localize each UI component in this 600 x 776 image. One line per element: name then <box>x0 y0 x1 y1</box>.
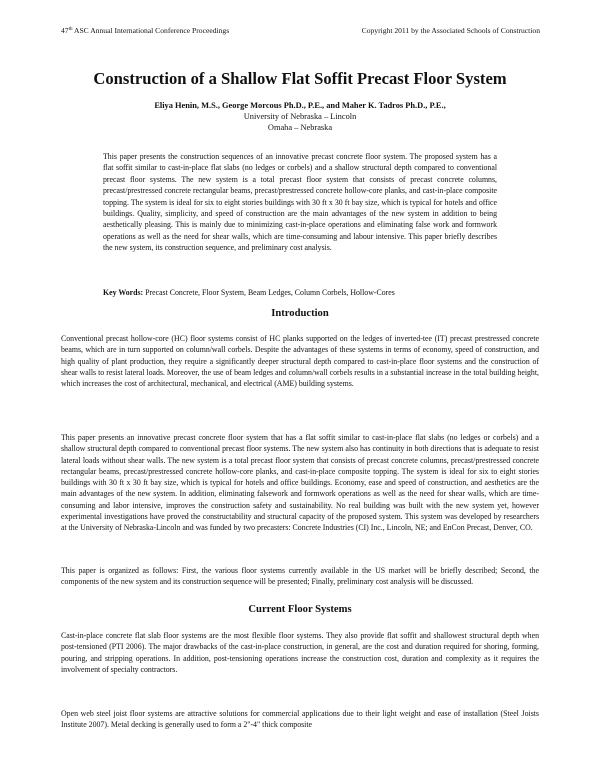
abstract: This paper presents the construction sequences of an innovative precast concrete floor system. The proposed system has a flat soffit similar to cast-in-place flat slabs (no ledges or corbels) and a shallow structural depth compared to conventional precast floor systems. The new system is a total precast floor system that consists of precast concrete columns, precast/prestressed concrete rectangular beams, precast/prestressed concrete hollow-core planks, and cast-in-place composite topping. The system is ideal for six to eight stories buildings with 30 ft x 30 ft bay size, which is typical for hotels and office buildings. Quality, simplicity, and speed of construction are the main advantages of the new system in addition to being aesthetically pleasing. This is mainly due to minimizing cast-in-place operations and eliminating false work and formwork operations as well as the need for shear walls, which are time-consuming and labour intensive. This paper briefly describes the new system, its construction sequence, and preliminary cost analysis. <box>103 152 497 253</box>
author-names: Eliya Henin, M.S., George Morcous Ph.D., P.E., and Maher K. Tadros Ph.D., P.E., <box>154 101 446 110</box>
paper-title: Construction of a Shallow Flat Soffit Precast Floor System <box>93 69 507 88</box>
header-ordinal-suffix: th <box>68 27 73 32</box>
header-conference: ASC Annual International Conference Proceedings <box>72 26 230 35</box>
author-location: Omaha – Nebraska <box>267 123 333 132</box>
current-systems-paragraph-2: Open web steel joist floor systems are attractive solutions for commercial applications due to their light weight and ease of installation (Steel Joists Institute 2007). Metal decking is generally used to form a 2"-4" thick composite <box>61 709 539 730</box>
author-block <box>40 100 560 133</box>
author-affiliation: University of Nebraska – Lincoln <box>243 112 357 121</box>
keywords-label: Key Words: <box>103 288 144 297</box>
current-systems-paragraph-1: Cast-in-place concrete flat slab floor systems are the most flexible floor systems. They also provide flat soffit and shallowest structural depth when post-tensioned (PTI 2006). The major drawbacks of the cast-in-place construction, in general, are the cost and duration required for shoring, forming, pouring, and stripping operations. In addition, post-tensioning operations increase the construction cost, duration and complexity as it requires the involvement of specialty contractors. <box>61 631 539 674</box>
header-ordinal: 47 <box>61 26 69 35</box>
introduction-paragraph-1: Conventional precast hollow-core (HC) floor systems consist of HC planks supported on the ledges of inverted-tee (IT) precast prestressed concrete beams, which are in turn supported on column/wall corbels. Despite the advantages of these systems in terms of economy, speed of construction, and high quality of plant production, they require a significantly deeper structural depth compared to cast-in-place floor systems and the construction of shear walls to resist lateral loads. Moreover, the use of beam ledges and column/wall corbels results in a substantial increase in the total building height, which increases the cost of architectural, mechanical, and electrical (AME) building systems. <box>61 334 539 389</box>
section-heading-introduction: Introduction <box>271 308 329 319</box>
keywords <box>103 287 503 298</box>
running-header-left <box>61 26 229 36</box>
keywords-list: Precast Concrete, Floor System, Beam Ledges, Column Corbels, Hollow-Cores <box>143 288 395 297</box>
section-heading-current-floor-systems: Current Floor Systems <box>248 604 352 615</box>
introduction-paragraph-2: This paper presents an innovative precast concrete floor system that has a flat soffit similar to cast-in-place flat slabs (no ledges or corbels) and a shallow structural depth compared to conventional precast floor systems. The new system also has continuity in both directions that is adequate to resist lateral loads without shear walls. The new system is a total precast floor system that consists of precast concrete columns, precast/prestressed concrete rectangular beams, precast/prestressed concrete hollow-core planks, and cast-in-place composite topping. The system is ideal for six to eight stories buildings with 30 ft x 30 ft bay size, which is typical for hotels and office buildings. Economy, ease and speed of construction, and aesthetics are the main advantages of the new system. In addition, eliminating falsework and formwork operations as well as the need for shear walls, which are time-consuming and labor intensive, improves the construction safety and sustainability. No real building was built with the new system yet, however experimental investigations have proved the constructability and structural capacity of the proposed system. This system was developed by researchers at the University of Nebraska-Lincoln and was funded by two precasters: Concrete Industries (CI) Inc., Lincoln, NE; and EnCon Precast, Denver, CO. <box>61 433 539 533</box>
running-header-right: Copyright 2011 by the Associated Schools of Construction <box>361 26 540 35</box>
introduction-paragraph-3: This paper is organized as follows: First, the various floor systems currently available in the US market will be briefly described; Second, the components of the new system and its construction sequence will be presented; Finally, preliminary cost analysis will be discussed. <box>61 566 539 587</box>
